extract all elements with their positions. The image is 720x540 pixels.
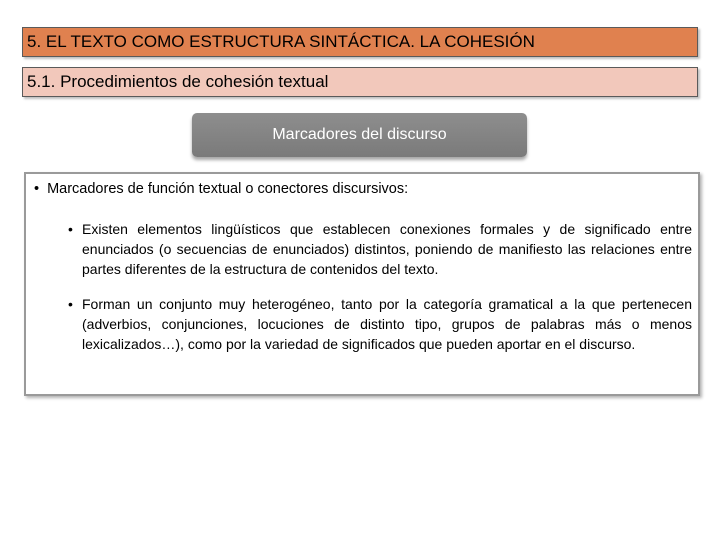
slide-title: 5. EL TEXTO COMO ESTRUCTURA SINTÁCTICA. LA COHESIÓN [27,32,535,51]
sub-bullet-text: Forman un conjunto muy heterogéneo, tanto por la categoría gramatical a la que pertenecen (adverbios, conjunciones, locuciones de distinto tipo, grupos de palabras más o menos lexicalizados…), como por la variedad de significados que pueden aportar en el discurso. [82,296,692,352]
main-bullet-text: Marcadores de función textual o conectores discursivos: [47,181,409,197]
sub-bullet-item [68,294,692,354]
content-box [24,172,700,396]
main-bullet-item [34,181,408,197]
slide-subtitle: 5.1. Procedimientos de cohesión textual [27,72,329,91]
slide-subtitle-bar [22,67,698,97]
bullet-icon: • [34,181,40,197]
section-heading: Marcadores del discurso [272,126,447,143]
bullet-icon: • [68,221,73,237]
slide-title-bar [22,27,698,57]
section-heading-pill [192,113,527,157]
sub-bullet-item [68,219,692,279]
bullet-icon: • [68,296,73,312]
sub-bullet-text: Existen elementos lingüísticos que establecen conexiones formales y de significado entre enunciados (o secuencias de enunciados) distintos, poniendo de manifiesto las relaciones entre partes diferentes de la estructura de contenidos del texto. [82,221,692,277]
